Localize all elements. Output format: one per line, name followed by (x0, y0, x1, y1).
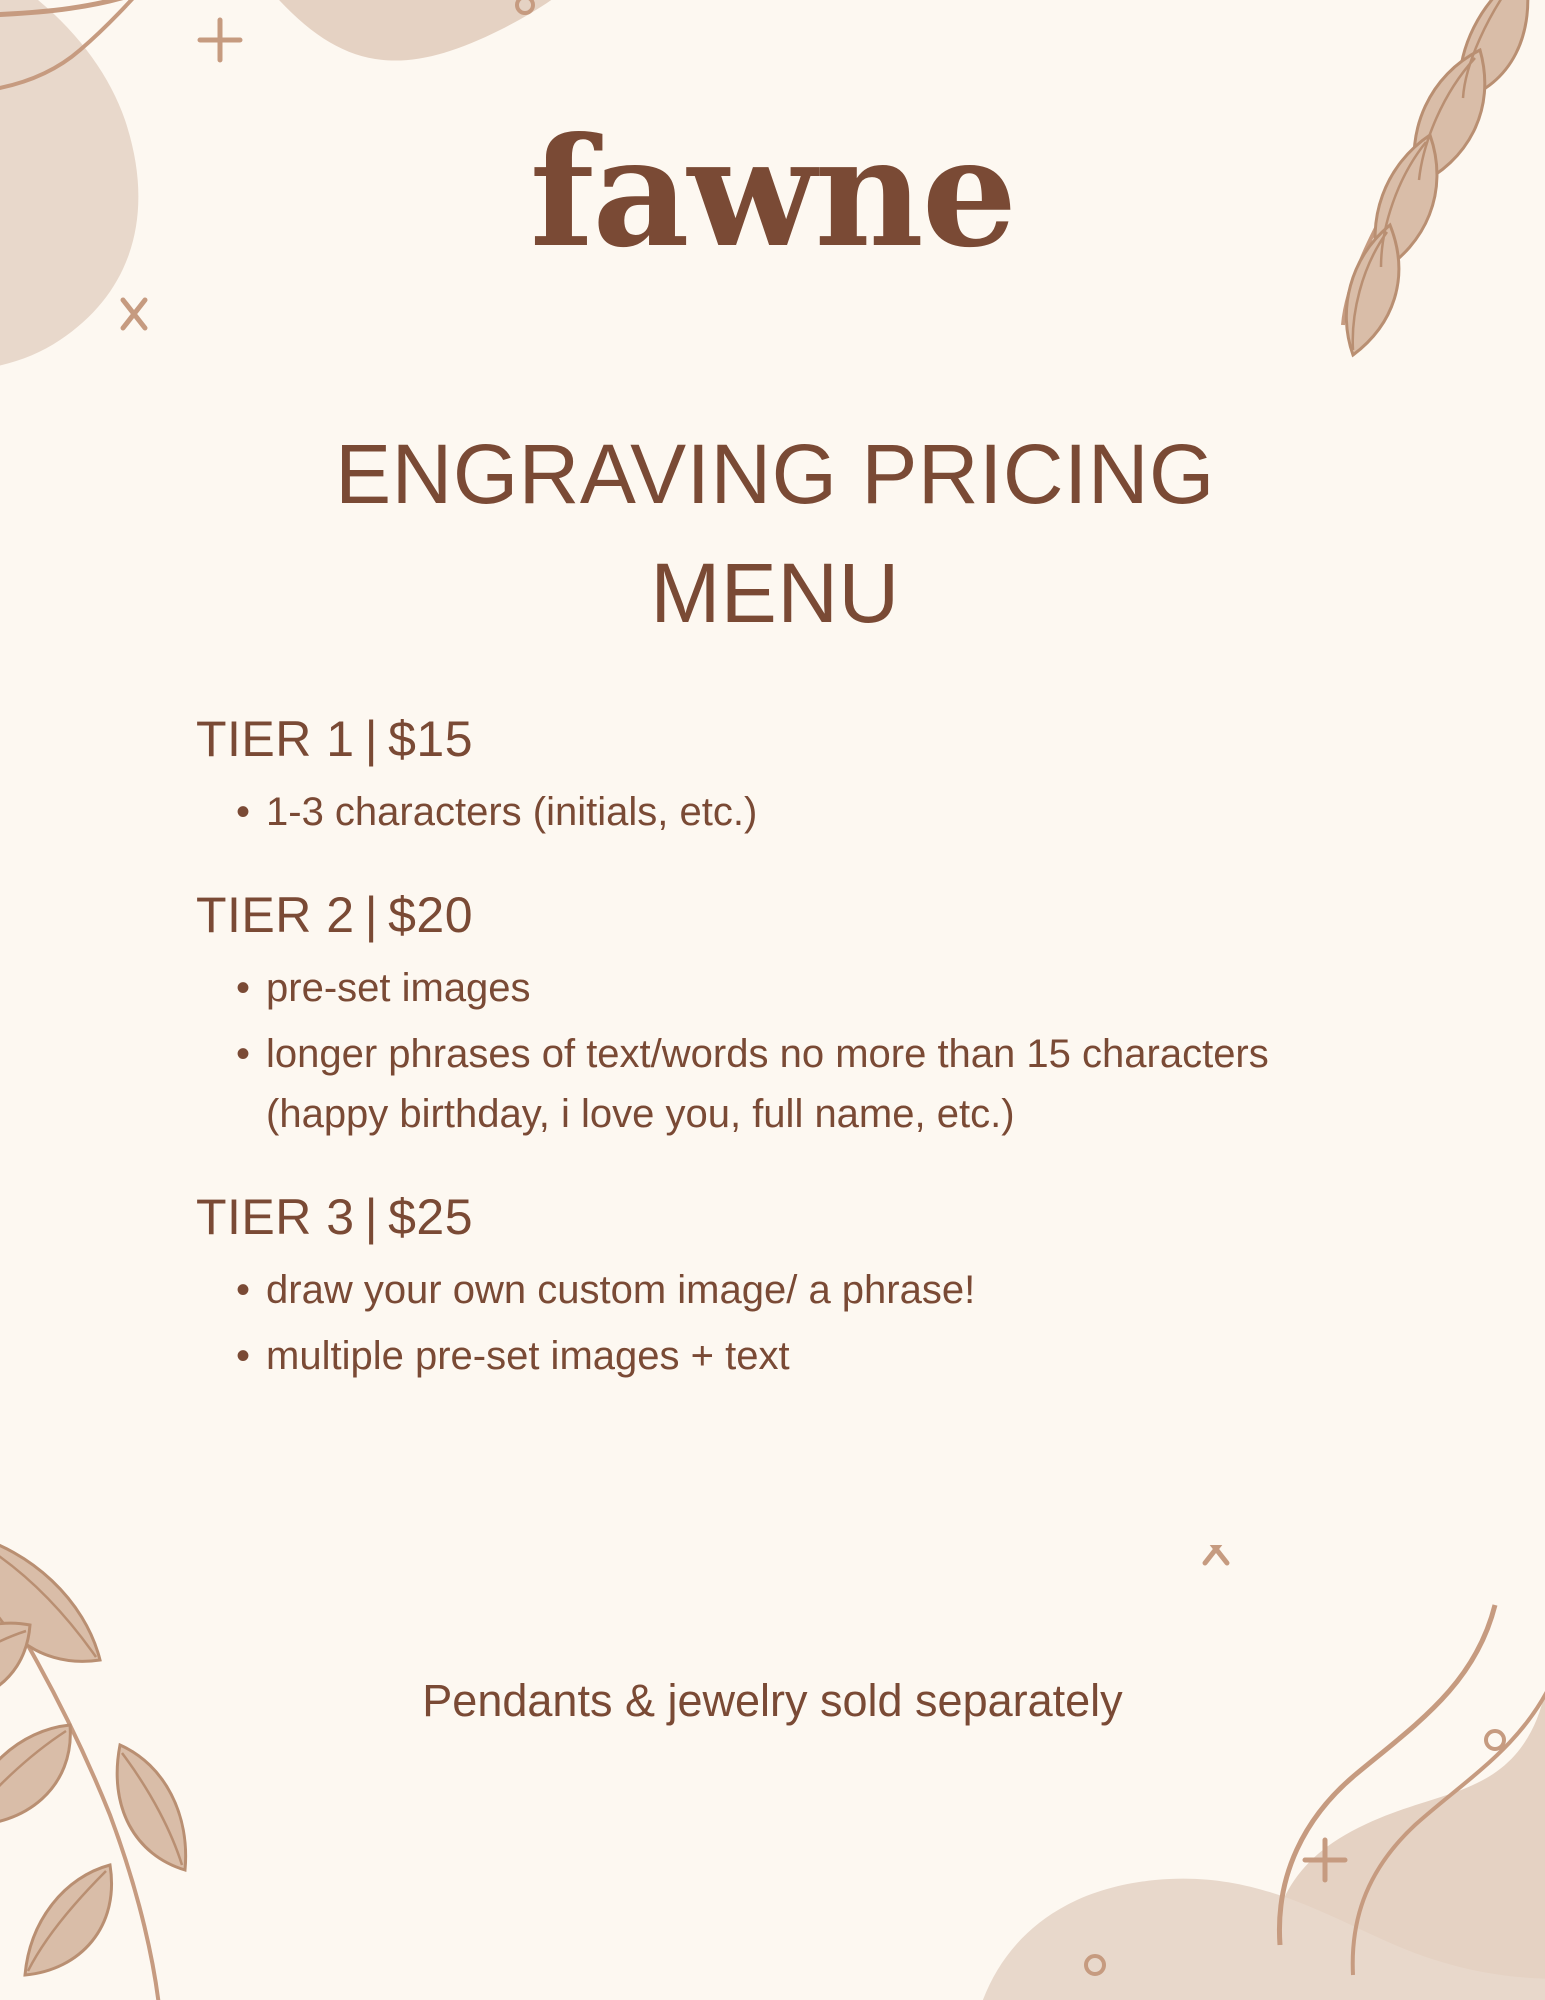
tier-heading (196, 1188, 1396, 1246)
list-item: • longer phrases of text/words no more than 15 characters (happy birthday, i love you, full name, etc.) (196, 1024, 1396, 1144)
pricing-tier (196, 1188, 1396, 1386)
tier-name: TIER 2 (196, 887, 355, 943)
tier-feature-list (196, 958, 1396, 1144)
tier-heading (196, 710, 1396, 768)
bottom-left-leaf-branch-decoration (0, 1515, 300, 2000)
bottom-right-blob-cluster-decoration (855, 1545, 1545, 2000)
tier-name: TIER 1 (196, 711, 355, 767)
tier-price: $20 (388, 887, 474, 943)
list-item: • 1-3 characters (initials, etc.) (196, 782, 1396, 842)
page-title (130, 415, 1420, 654)
footnote-text: Pendants & jewelry sold separately (422, 1675, 1123, 1726)
pricing-tier (196, 710, 1396, 842)
tier-price: $15 (388, 711, 474, 767)
page-title-line-2: MENU (650, 546, 900, 641)
tier-price: $25 (388, 1189, 474, 1245)
pricing-tier-list (196, 710, 1396, 1430)
pricing-tier (196, 886, 1396, 1144)
list-item: • pre-set images (196, 958, 1396, 1018)
page-title-line-1: ENGRAVING PRICING (335, 427, 1215, 521)
tier-name: TIER 3 (196, 1189, 355, 1245)
tier-separator: | (364, 711, 379, 767)
tier-feature-list (196, 1260, 1396, 1386)
tier-separator: | (364, 887, 379, 943)
list-item: • draw your own custom image/ a phrase! (196, 1260, 1396, 1320)
brand-wordmark: fawne (529, 105, 1016, 281)
tier-feature-list (196, 782, 1396, 842)
tier-heading (196, 886, 1396, 944)
list-item: • multiple pre-set images + text (196, 1326, 1396, 1386)
tier-separator: | (364, 1189, 379, 1245)
